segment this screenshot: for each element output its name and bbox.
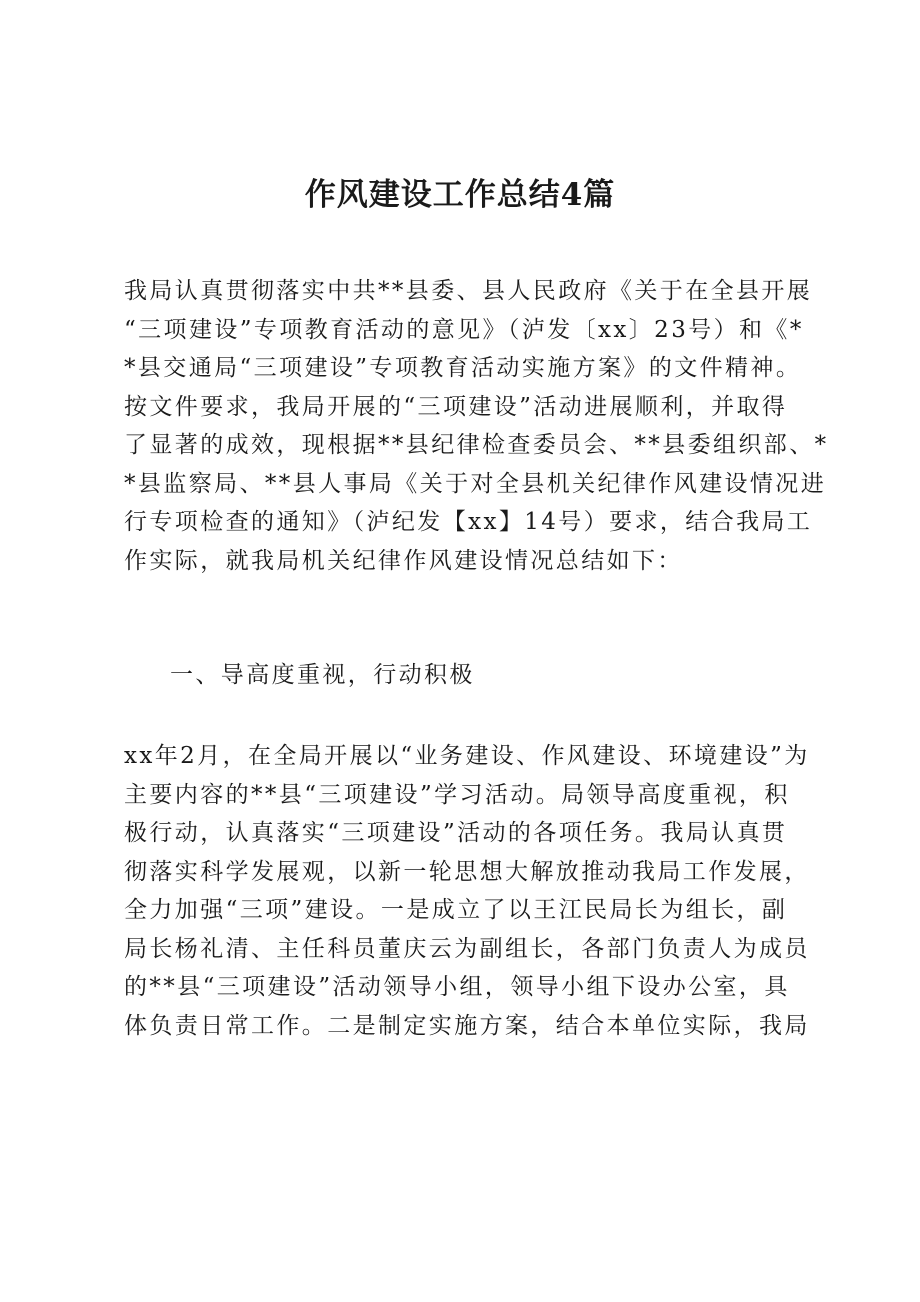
body-line: 体负责日常工作。二是制定实施方案，结合本单位实际，我局 (124, 1012, 810, 1039)
section-heading: 一、导高度重视，行动积极 (170, 662, 475, 688)
intro-line: 作实际，就我局机关纪律作风建设情况总结如下： (124, 547, 683, 574)
intro-line: *县交通局“三项建设”专项教育活动实施方案》的文件精神。 (124, 355, 802, 381)
intro-line: *县监察局、**县人事局《关于对全县机关纪律作风建设情况进 (124, 470, 827, 497)
body-line: 的**县“三项建设”活动领导小组，领导小组下设办公室，具 (124, 974, 790, 1000)
body-line: 彻落实科学发展观，以新一轮思想大解放推动我局工作发展， (124, 858, 810, 885)
intro-line: 我局认真贯彻落实中共**县委、县人民政府《关于在全县开展 (124, 278, 813, 304)
intro-line: 行专项检查的通知》（泸纪发【xx】14号）要求，结合我局工 (124, 509, 813, 535)
body-line: 主要内容的**县“三项建设”学习活动。局领导高度重视，积 (124, 781, 790, 808)
body-line: 局长杨礼清、主任科员董庆云为副组长，各部门负责人为成员 (124, 935, 810, 962)
body-line: 全力加强“三项”建设。一是成立了以王江民局长为组长，副 (124, 897, 788, 923)
body-line: 极行动，认真落实“三项建设”活动的各项任务。我局认真贯 (124, 820, 788, 846)
document-title: 作风建设工作总结4篇 (304, 177, 616, 213)
intro-line: “三项建设”专项教育活动的意见》（泸发〔xx〕23号）和《* (124, 316, 804, 343)
intro-line: 了显著的成效，现根据**县纪律检查委员会、**县委组织部、* (124, 432, 829, 458)
body-line: xx年2月，在全局开展以“业务建设、作风建设、环境建设”为 (124, 743, 810, 769)
body-paragraph (124, 737, 808, 1045)
intro-paragraph (124, 272, 829, 580)
intro-line: 按文件要求，我局开展的“三项建设”活动进展顺利，并取得 (124, 393, 788, 420)
